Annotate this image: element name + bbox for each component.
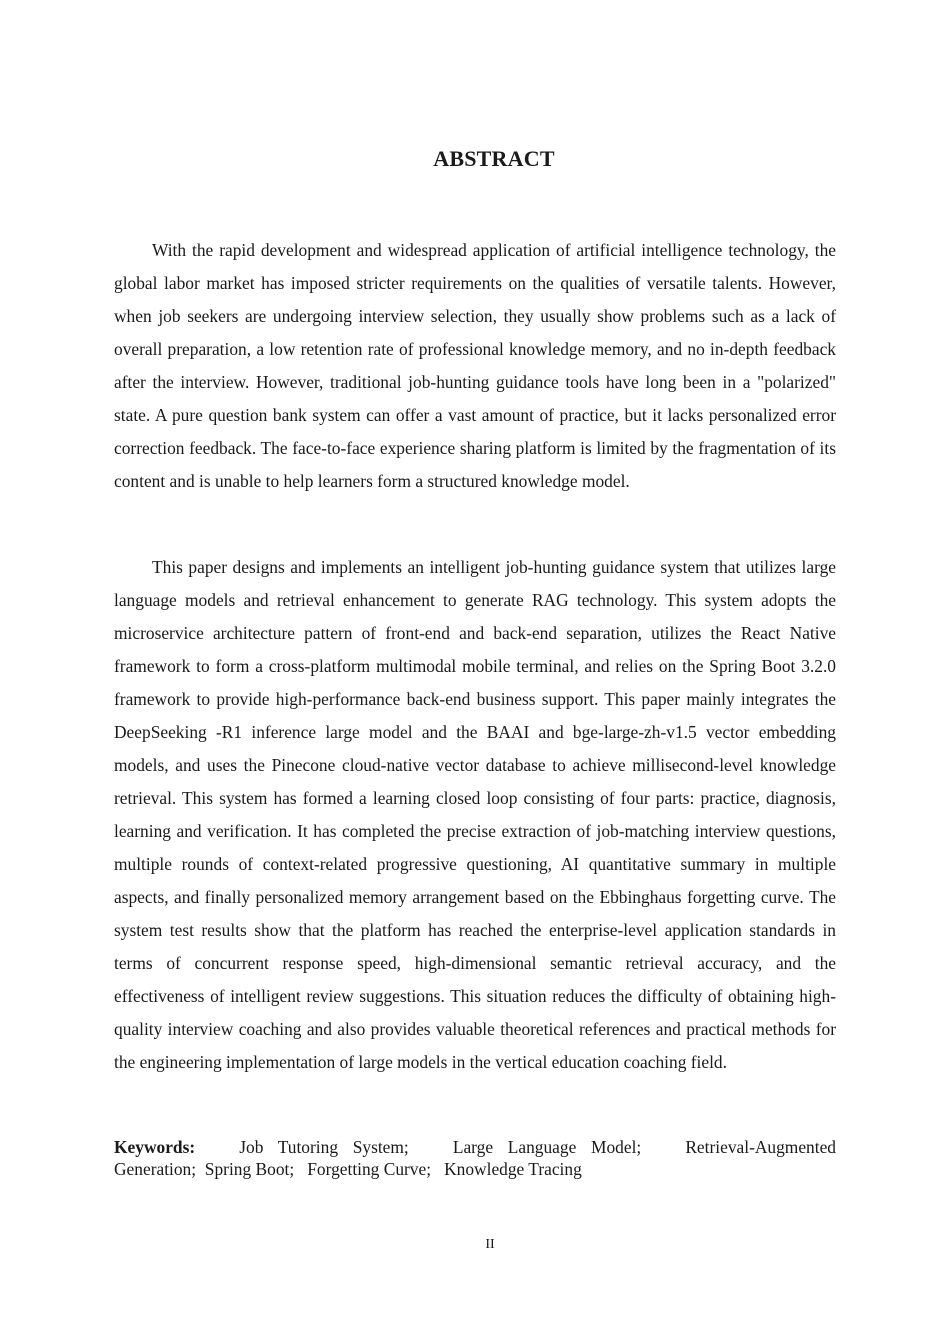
page-number: II [485,1237,495,1252]
keywords-line [114,1136,836,1180]
keyword-item: Job Tutoring System; [239,1137,409,1157]
keyword-item: Forgetting Curve; [307,1159,432,1179]
keyword-item: Knowledge Tracing [444,1159,582,1179]
abstract-paragraph-2: This paper designs and implements an intelligent job-hunting guidance system that utilizes large language models and retrieval enhancement to generate RAG technology. This system adopts the microservice architecture pattern of front-end and back-end separation, utilizes the React Native framework to form a cross-platform multimodal mobile terminal, and relies on the Spring Boot 3.2.0 framework to provide high-performance back-end business support. This paper mainly integrates the DeepSeeking -R1 inference large model and the BAAI and bge-large-zh-v1.5 vector embedding models, and uses the Pinecone cloud-native vector database to achieve millisecond-level knowledge retrieval. This system has formed a learning closed loop consisting of four parts: practice, diagnosis, learning and verification. It has completed the precise extraction of job-matching interview questions, multiple rounds of context-related progressive questioning, AI quantitative summary in multiple aspects, and finally personalized memory arrangement based on the Ebbinghaus forgetting curve. The system test results show that the platform has reached the enterprise-level application standards in terms of concurrent response speed, high-dimensional semantic retrieval accuracy, and the effectiveness of intelligent review suggestions. This situation reduces the difficulty of obtaining high-quality interview coaching and also provides valuable theoretical references and practical methods for the engineering implementation of large models in the vertical education coaching field. [114,557,836,1072]
abstract-paragraph-1: With the rapid development and widespread application of artificial intelligence technology, the global labor market has imposed stricter requirements on the qualities of versatile talents. However, when job seekers are undergoing interview selection, they usually show problems such as a lack of overall preparation, a low retention rate of professional knowledge memory, and no in-depth feedback after the interview. However, traditional job-hunting guidance tools have long been in a "polarized" state. A pure question bank system can offer a vast amount of practice, but it lacks personalized error correction feedback. The face-to-face experience sharing platform is limited by the fragmentation of its content and is unable to help learners form a structured knowledge model. [114,240,836,491]
keywords-label: Keywords: [114,1137,196,1157]
keyword-item: Spring Boot; [204,1159,295,1179]
keyword-item: Retrieval-Augmented Generation; [114,1137,836,1179]
abstract-title: ABSTRACT [433,146,555,171]
keyword-item: Large Language Model; [452,1137,642,1157]
